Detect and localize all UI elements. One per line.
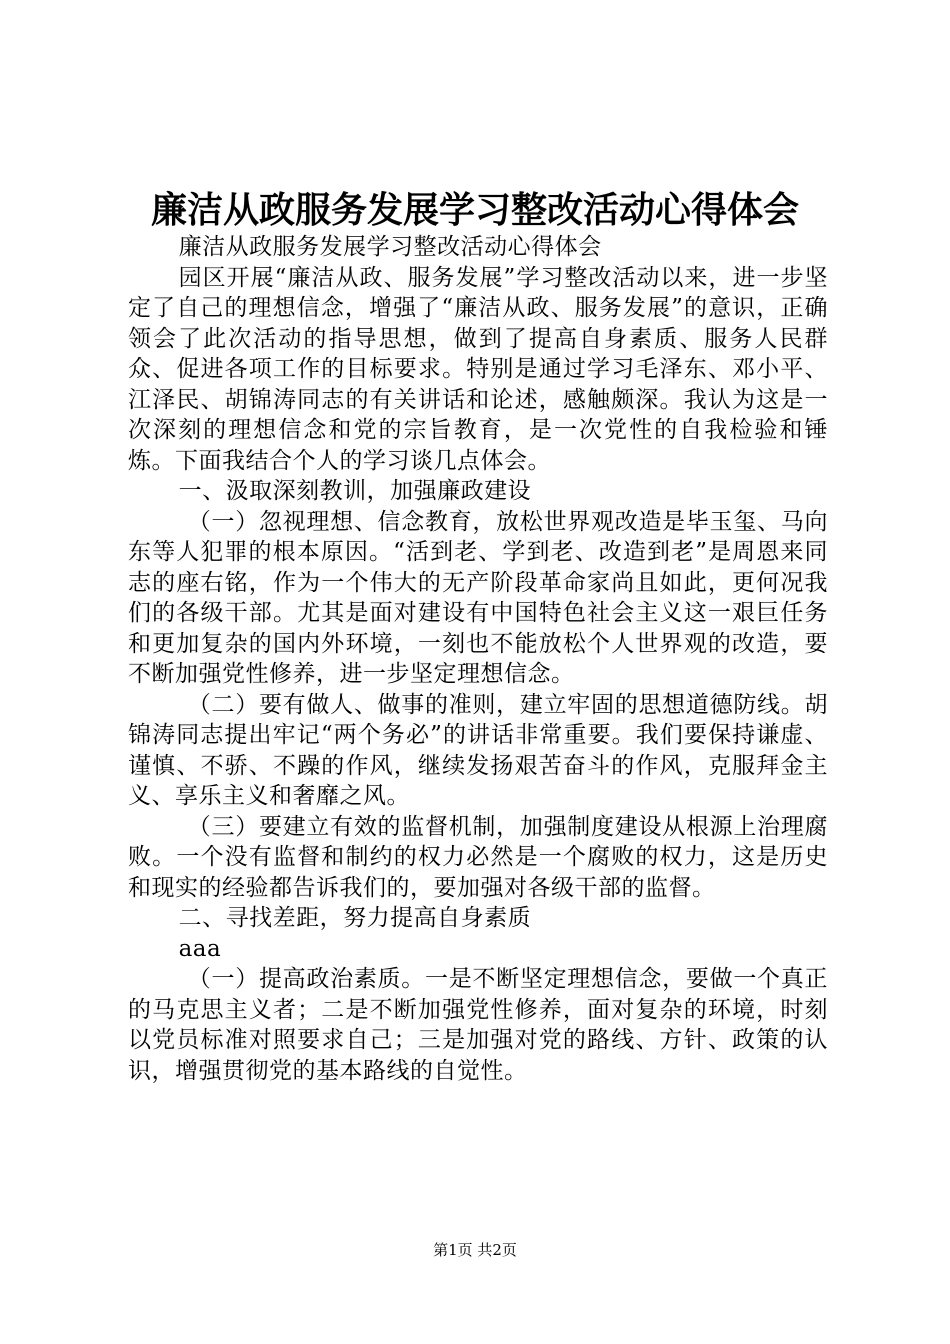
section-2-item-1: （一）提高政治素质。一是不断坚定理想信念，要做一个真正的马克思主义者；二是不断加强党性修养，面对复杂的环境，时刻以党员标准对照要求自己；三是加强对党的路线、方针、政策的认识，增强贯彻党的基本路线的自觉性。: [128, 966, 828, 1084]
section-1-item-1: （一）忽视理想、信念教育，放松世界观改造是毕玉玺、马向东等人犯罪的根本原因。“活到老、学到老、改造到老”是周恩来同志的座右铭，作为一个伟大的无产阶段革命家尚且如此，更何况我们的各级干部。尤其是面对建设有中国特色社会主义这一艰巨任务和更加复杂的国内外环境，一刻也不能放松个人世界观的改造，要不断加强党性修养，进一步坚定理想信念。: [128, 508, 828, 687]
section-1-item-2: （二）要有做人、做事的准则，建立牢固的思想道德防线。胡锦涛同志提出牢记“两个务必”的讲话非常重要。我们要保持谦虚、谨慎、不骄、不躁的作风，继续发扬艰苦奋斗的作风，克服拜金主义、享乐主义和奢靡之风。: [128, 691, 828, 809]
intro-paragraph: 园区开展“廉洁从政、服务发展”学习整改活动以来，进一步坚定了自己的理想信念，增强了“廉洁从政、服务发展”的意识，正确领会了此次活动的指导思想，做到了提高自身素质、服务人民群众、促进各项工作的目标要求。特别是通过学习毛泽东、邓小平、江泽民、胡锦涛同志的有关讲话和论述，感触颇深。我认为这是一次深刻的理想信念和党的宗旨教育，是一次党性的自我检验和锤炼。下面我结合个人的学习谈几点体会。: [128, 264, 828, 474]
section-heading-1: 一、汲取深刻教训，加强廉政建设: [178, 478, 532, 504]
section-1-item-3: （三）要建立有效的监督机制，加强制度建设从根源上治理腐败。一个没有监督和制约的权力必然是一个腐败的权力，这是历史和现实的经验都告诉我们的，要加强对各级干部的监督。: [128, 813, 828, 901]
placeholder-text: aaa: [178, 935, 222, 962]
subtitle-paragraph: 廉洁从政服务发展学习整改活动心得体会: [178, 234, 602, 260]
page-footer: 第1页 共2页: [433, 1241, 517, 1259]
document-body: [128, 232, 828, 1086]
page-title: 廉洁从政服务发展学习整改活动心得体会: [150, 189, 799, 231]
section-heading-2: 二、寻找差距，努力提高自身素质: [178, 905, 532, 931]
